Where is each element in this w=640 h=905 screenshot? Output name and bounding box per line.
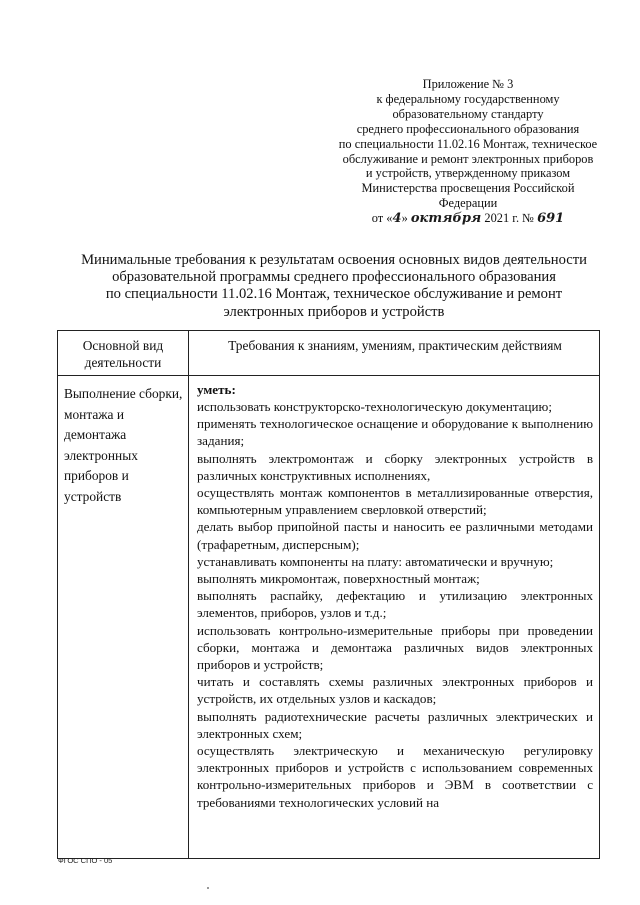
skill-item: использовать конструкторско-технологическую документацию; (197, 399, 552, 414)
scan-speck (207, 887, 209, 889)
activity-cell: Выполнение сборки, монтажа и демонтажа электронных приборов и устройств (58, 376, 189, 859)
header-line: Министерства просвещения Российской (361, 181, 575, 196)
skill-item: выполнять распайку, дефектацию и утилизацию электронных элементов, приборов, узлов и т.д.; (197, 588, 593, 621)
header-line: и устройств, утвержденному приказом (365, 166, 571, 181)
skill-item: выполнять микромонтаж, поверхностный монтаж; (197, 571, 480, 587)
requirements-table (57, 330, 600, 859)
footer-code: ФГОС СПО - 05 (58, 856, 113, 865)
date-prefix: от « (371, 211, 393, 226)
header-cell-activity: Основной вид деятельности (58, 331, 189, 376)
skill-item: осуществлять монтаж компонентов в металлизированные отверстия, компьютерным управлением сверловкой отверстий; (197, 485, 593, 518)
document-title (60, 252, 608, 321)
header-cell-requirements: Требования к знаниям, умениям, практическим действиям (189, 331, 600, 376)
header-line: образовательному стандарту (392, 106, 544, 121)
skill-item: выполнять электромонтаж и сборку электронных устройств в различных конструктивных исполнениях, (197, 450, 593, 483)
title-line: Минимальные требования к результатам освоения основных видов деятельности (81, 252, 587, 268)
title-line: электронных приборов и устройств (223, 303, 445, 320)
handwritten-day: 4 (392, 211, 402, 227)
order-date-line (318, 211, 618, 227)
header-line: Приложение № 3 (422, 77, 514, 91)
header-line: среднего профессионального образования (356, 121, 580, 136)
skill-item: осуществлять электрическую и механическую регулировку электронных приборов и устройств с использованием современных контрольно-измерительных приборов и ЭВМ в соответствии с требованиями технологических условий на (197, 743, 593, 810)
header-line: по специальности 11.02.16 Монтаж, техническое (338, 136, 598, 151)
date-mid: » (401, 211, 408, 226)
table-row (58, 376, 600, 859)
header-line: Федерации (438, 196, 498, 211)
skill-item: применять технологическое оснащение и оборудование к выполнению задания; (197, 416, 593, 449)
title-line: образовательной программы среднего профессионального образования (112, 269, 556, 286)
skill-item: читать и составлять схемы различных электронных приборов и устройств, их отдельных узлов и каскадов; (197, 674, 593, 707)
appendix-header (318, 77, 618, 227)
skills-cell (189, 376, 600, 859)
skills-heading: уметь: (197, 382, 236, 397)
handwritten-month: октября (410, 211, 482, 227)
skill-item: устанавливать компоненты на плату: автоматически и вручную; (197, 553, 554, 569)
date-year: 2021 г. № (484, 211, 534, 226)
header-line: к федеральному государственному (376, 91, 560, 106)
skill-item: выполнять радиотехнические расчеты различных электрических и электронных схем; (197, 708, 593, 741)
title-line: по специальности 11.02.16 Монтаж, техническое обслуживание и ремонт (105, 286, 563, 303)
skill-item: делать выбор припойной пасты и наносить ее различными методами (трафаретным, дисперсным); (197, 519, 593, 552)
handwritten-order-number: 691 (537, 211, 565, 227)
header-line: обслуживание и ремонт электронных приборов (342, 151, 594, 166)
table-header-row (58, 331, 600, 376)
skill-item: использовать контрольно-измерительные приборы при проведении сборки, монтажа и демонтажа различных видов электронных приборов и устройств; (197, 622, 593, 673)
